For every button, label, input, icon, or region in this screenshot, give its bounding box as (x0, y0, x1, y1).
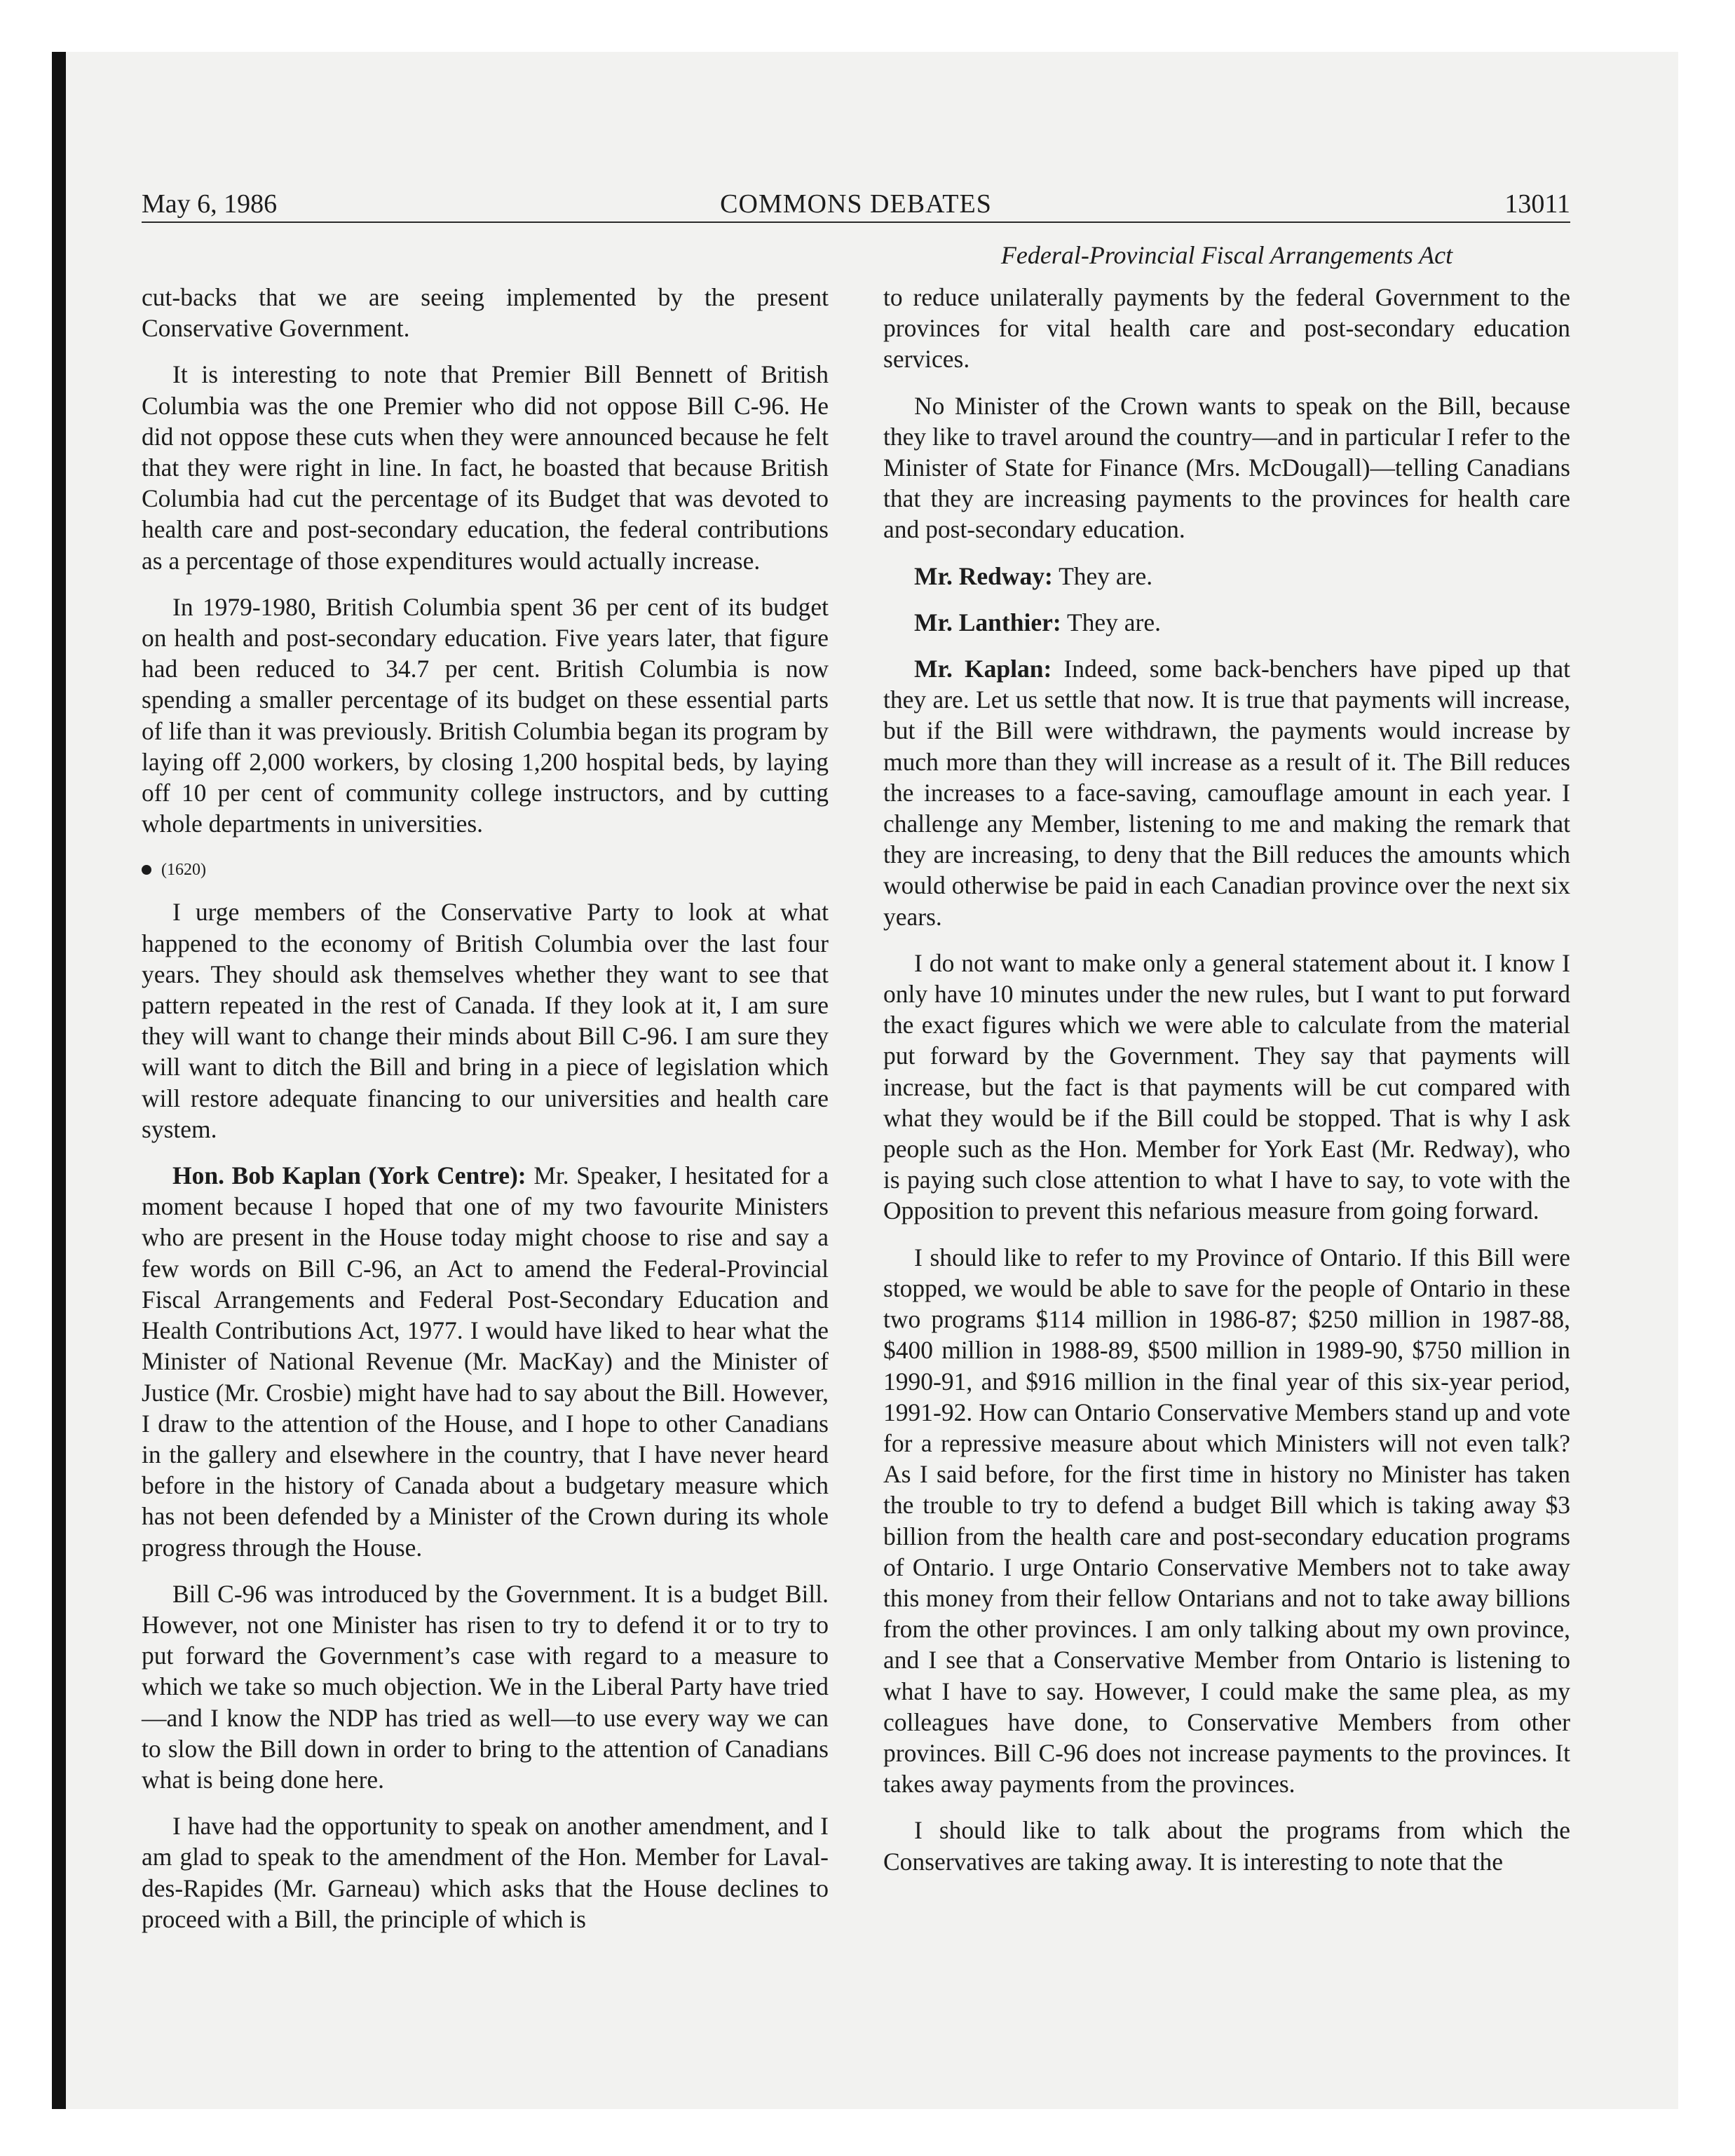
speaker-name: Hon. Bob Kaplan (York Centre): (172, 1161, 526, 1190)
header-rule (142, 221, 1570, 223)
paragraph (883, 607, 1570, 638)
paragraph: cut-backs that we are seeing implemented by the present Conservative Government. (142, 283, 829, 343)
timestamp-marker (142, 854, 829, 885)
paragraph: I do not want to make only a general statement about it. I know I only have 10 minutes under the new rules, but I want to put forward the exact figures which we were able to calculate from the material put forward by the Government. They say that payments will increase, but the fact is that payments will be cut compared with what they would be if the Bill could be stopped. That is why I ask people such as the Hon. Member for York East (Mr. Redway), who is paying such close attention to what I have to say, to vote with the Opposition to prevent this nefarious measure from going forward. (883, 948, 1570, 1225)
right-column (883, 282, 1570, 1892)
left-column (142, 282, 829, 1950)
paragraph: I urge members of the Conservative Party to look at what happened to the economy of British Columbia over the last four years. They should ask themselves whether they want to see that pattern repeated in the rest of Canada. If they look at it, I am sure they will want to change their minds about Bill C-96. I am sure they will want to ditch the Bill and bring in a piece of legislation which will restore adequate financing to our universities and health care system. (142, 898, 829, 1143)
paragraph: Bill C-96 was introduced by the Government. It is a budget Bill. However, not one Minister has risen to try to defend it or to try to put forward the Government’s case with regard to a measure to which we take so much objection. We in the Liberal Party have tried—and I know the NDP has tried as well—to use every way we can to slow the Bill down in order to bring to the attention of Canadians what is being done here. (142, 1579, 829, 1794)
bullet-icon (142, 865, 151, 875)
paragraph: I have had the opportunity to speak on another amendment, and I am glad to speak to the amendment of the Hon. Member for Laval-des-Rapides (Mr. Garneau) which asks that the House declines to proceed with a Bill, the principle of which is (142, 1812, 829, 1933)
paragraph: to reduce unilaterally payments by the federal Government to the provinces for vital health care and post-secondary education services. (883, 283, 1570, 374)
header-page-number: 13011 (1504, 189, 1570, 219)
speech-text: They are. (1066, 608, 1161, 636)
speech-text: Indeed, some back-benchers have piped up that they are. Let us settle that now. It is true that payments will increase, but if the Bill were withdrawn, the payments would increase by much more than they will increase as a result of it. The Bill reduces the increases to a face-saving, camouflage amount in each year. I challenge any Member, listening to me and making the remark that they are increasing, to deny that the Bill reduces the amounts which would otherwise be paid in each Canadian province over the next six years. (883, 655, 1570, 931)
paragraph (883, 561, 1570, 592)
paragraph: In 1979-1980, British Columbia spent 36 per cent of its budget on health and post-secondary education. Five years later, that figure had been reduced to 34.7 per cent. British Columbia is now spending a smaller percentage of its budget on these essential parts of life than it was previously. British Columbia began its program by laying off 2,000 workers, by closing 1,200 hospital beds, by laying off 10 per cent of community college instructors, and by cutting whole departments in universities. (142, 592, 829, 838)
paragraph: I should like to talk about the programs from which the Conservatives are taking away. It is interesting to note that the (883, 1816, 1570, 1876)
speech-text: Mr. Speaker, I hesitated for a moment because I hoped that one of my two favourite Ministers who are present in the House today might choose to rise and say a few words on Bill C-96, an Act to amend the Federal-Provincial Fiscal Arrangements and Federal Post-Secondary Education and Health Contributions Act, 1977. I would have liked to hear what the Minister of National Revenue (Mr. MacKay) and the Minister of Justice (Mr. Crosbie) might have had to say about the Bill. However, I draw to the attention of the House, and I hope to other Canadians in the gallery and elsewhere in the country, that I have never heard before in the history of Canada about a budgetary measure which has not been defended by a Minister of the Crown during its whole progress through the House. (142, 1161, 829, 1562)
paragraph: I should like to refer to my Province of Ontario. If this Bill were stopped, we would be able to save for the people of Ontario in these two programs $114 million in 1986-87; $250 million in 1987-88, $400 million in 1988-89, $500 million in 1989-90, $750 million in 1990-91, and $916 million in the final year of this six-year period, 1991-92. How can Ontario Conservative Members stand up and vote for a repressive measure about which Ministers will not even talk? As I said before, for the first time in history no Minister has taken the trouble to try to defend a budget Bill which is taking away $3 billion from the health care and post-secondary education programs of Ontario. I urge Ontario Conservative Members not to take away this money from their fellow Ontarians and not to take away billions from the other provinces. I am only talking about my own province, and I see that a Conservative Member from Ontario is listening to what I have to say. However, I could make the same plea, as my colleagues have done, to Conservative Members from other provinces. Bill C-96 does not increase payments to the provinces. It takes away payments from the provinces. (883, 1243, 1570, 1799)
header-date: May 6, 1986 (142, 189, 278, 219)
timestamp-text: (1620) (161, 861, 206, 880)
page-header (142, 186, 1570, 221)
paragraph (142, 1160, 829, 1563)
paragraph: It is interesting to note that Premier Bill Bennett of British Columbia was the one Premier who did not oppose Bill C-96. He did not oppose these cuts when they were announced because he felt that they were right in line. In fact, he boasted that because British Columbia had cut the percentage of its Budget that was devoted to health care and post-secondary education, the federal contributions as a percentage of those expenditures would actually increase. (142, 360, 829, 575)
speaker-name: Mr. Redway: (914, 561, 1053, 590)
paragraph (883, 653, 1570, 932)
running-head: Federal-Provincial Fiscal Arrangements Act (1000, 241, 1453, 269)
speaker-name: Mr. Kaplan: (914, 655, 1052, 683)
header-title: COMMONS DEBATES (720, 189, 992, 219)
speaker-name: Mr. Lanthier: (914, 608, 1061, 636)
scan-edge-bar (52, 52, 66, 2109)
paragraph: No Minister of the Crown wants to speak on the Bill, because they like to travel around the country—and in particular I refer to the Minister of State for Finance (Mrs. McDougall)—telling Canadians that they are increasing payments to the provinces for health care and post-secondary education. (883, 391, 1570, 544)
speech-text: They are. (1059, 561, 1153, 590)
